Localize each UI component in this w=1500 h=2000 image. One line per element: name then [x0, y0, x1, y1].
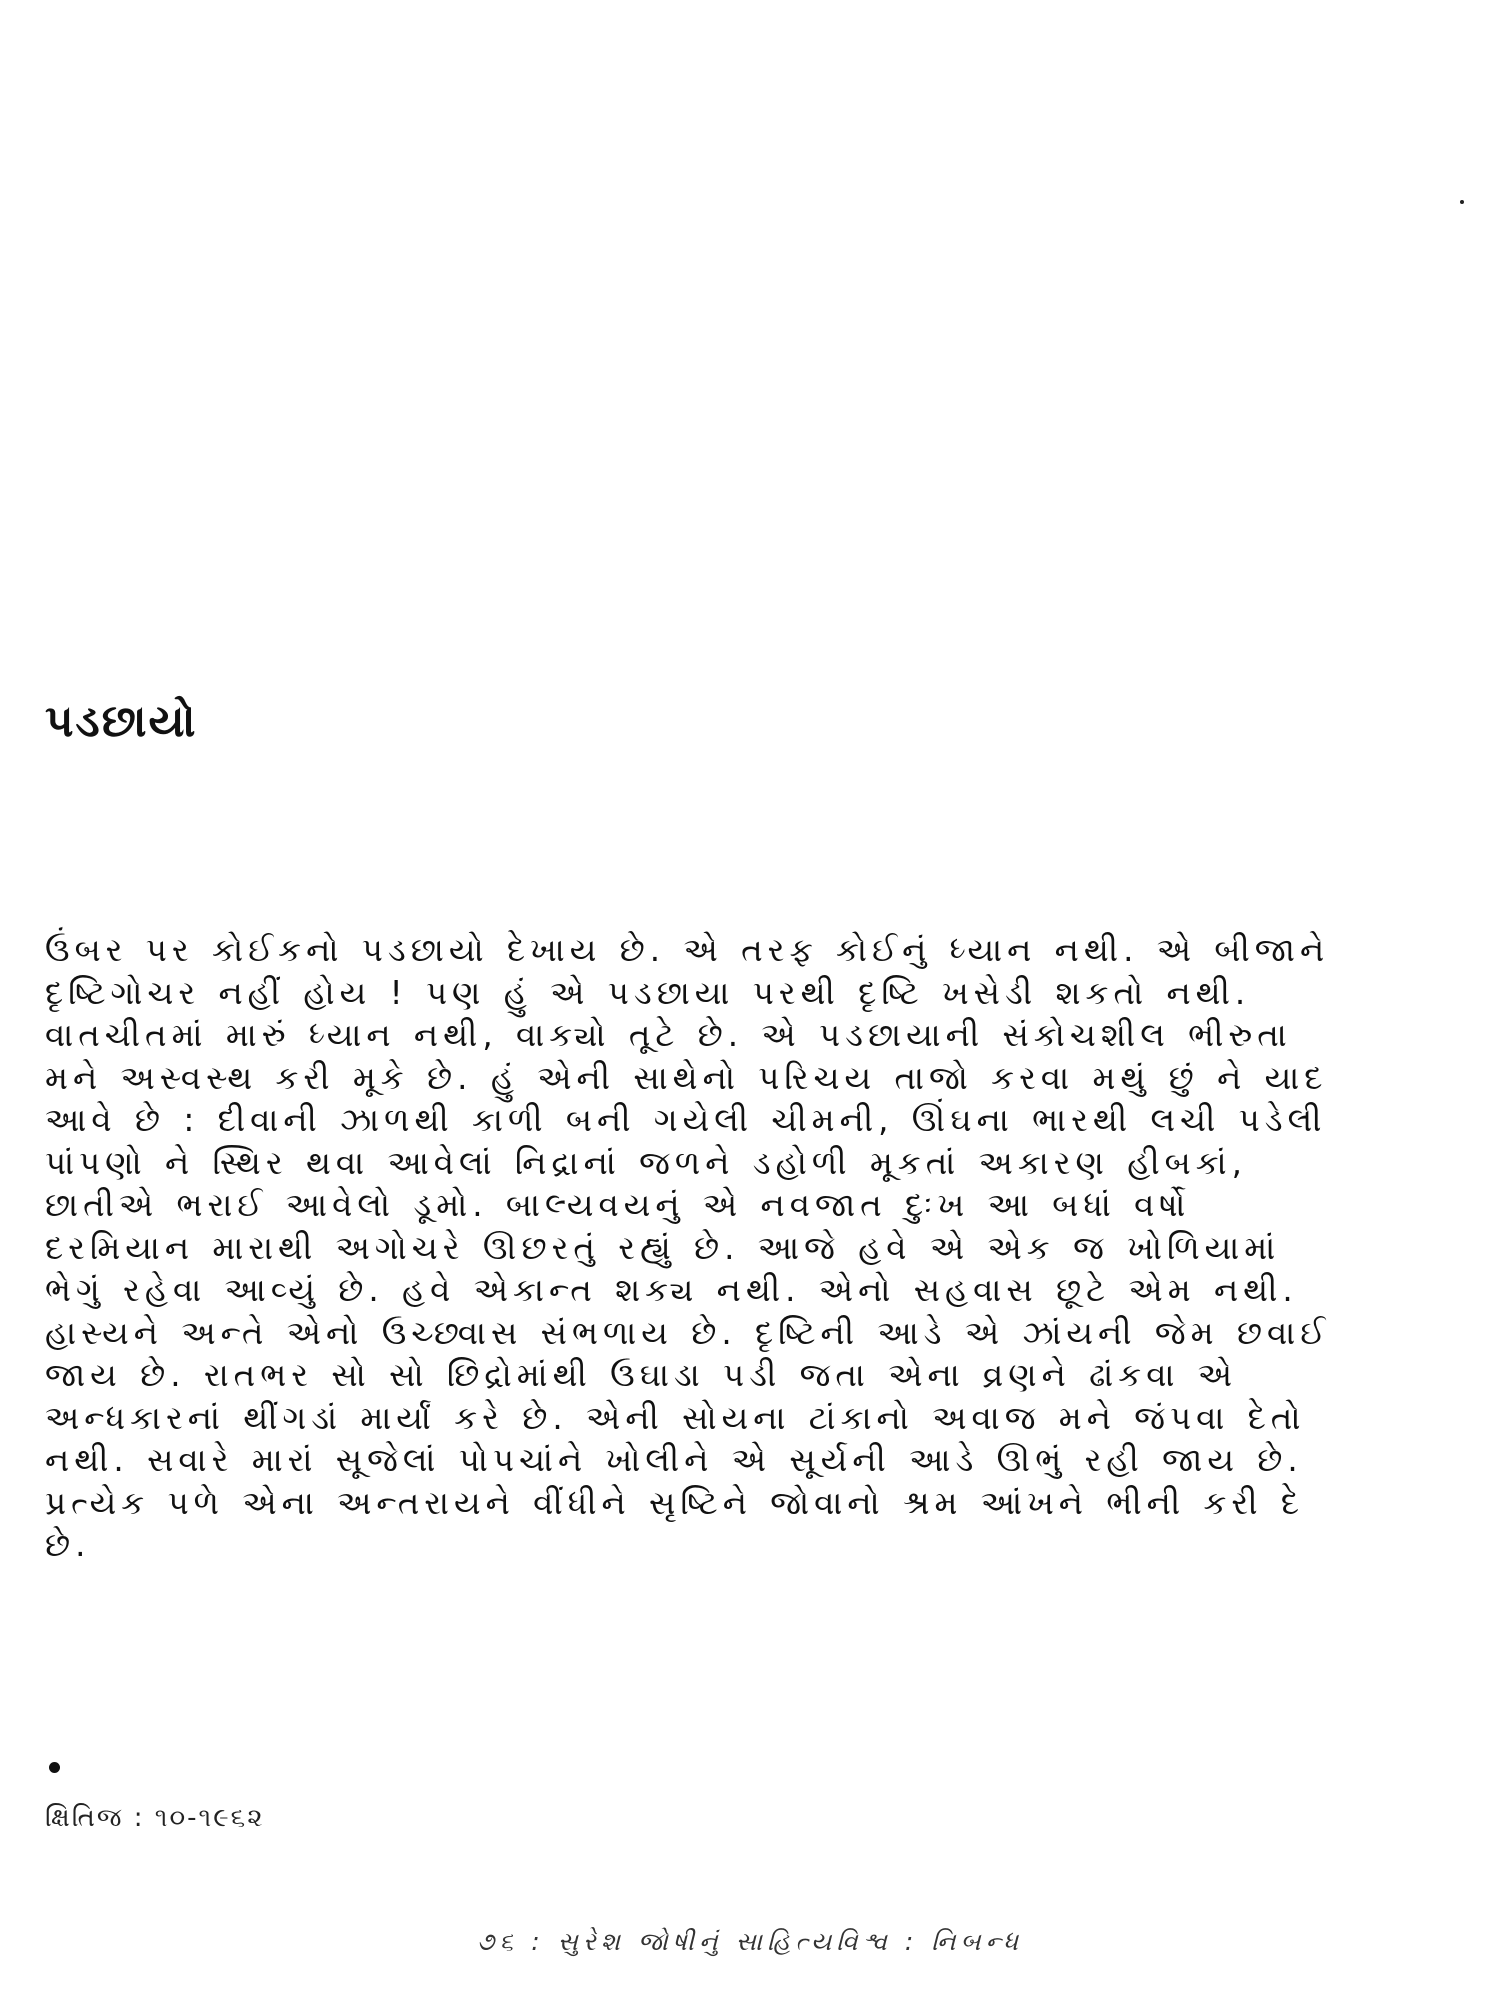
essay-title: પડછાયો — [45, 696, 198, 747]
body-line: ભેગું રહેવા આવ્યું છે. હવે એકાન્ત શક્ય નથી. એનો સહવાસ છૂટે એમ નથી. — [45, 1271, 1298, 1309]
body-line: વાતચીતમાં મારું ધ્યાન નથી, વાક્યો તૂટે છે. એ પડછાયાની સંકોચશીલ ભીરુતા — [45, 1016, 1292, 1054]
body-line: મને અસ્વસ્થ કરી મૂકે છે. હું એની સાથેનો પરિચય તાજો કરવા મથું છું ને યાદ — [45, 1058, 1328, 1097]
body-line: નથી. સવારે મારાં સૂજેલાં પોપચાંને ખોલીને એ સૂર્યની આડે ઊભું રહી જાય છે. — [45, 1441, 1303, 1479]
body-line: છાતીએ ભરાઈ આવેલો ડૂમો. બાલ્યવયનું એ નવજાત દુઃખ આ બધાં વર્ષો — [45, 1186, 1191, 1224]
body-line: પાંપણો ને સ્થિર થવા આવેલાં નિદ્રાનાં જળને ડહોળી મૂકતાં અકારણ હીબકાં, — [45, 1143, 1247, 1182]
page-corner-mark — [1460, 200, 1464, 204]
body-line: અન્ધકારનાં થીંગડાં માર્યાં કરે છે. એની સોયના ટાંકાનો અવાજ મને જંપવા દેતો — [45, 1398, 1306, 1437]
body-line: દૃષ્ટિગોચર નહીં હોય ! પણ હું એ પડછાયા પરથી દૃષ્ટિ ખસેડી શકતો નથી. — [45, 973, 1251, 1012]
body-line: છે. — [45, 1526, 91, 1564]
body-line: ઉંબર પર કોઈકનો પડછાયો દેખાય છે. એ તરફ કોઈનું ધ્યાન નથી. એ બીજાને — [45, 931, 1330, 969]
separator-bullet — [49, 1762, 60, 1773]
body-line: દરમિયાન મારાથી અગોચરે ઊછરતું રહ્યું છે. આજે હવે એ એક જ ખોળિયામાં — [45, 1228, 1281, 1267]
body-line: જાય છે. રાતભર સો સો છિદ્રોમાંથી ઉઘાડા પડી જતા એના વ્રણને ઢાંકવા એ — [45, 1356, 1238, 1394]
body-line: પ્રત્યેક પળે એના અન્તરાયને વીંધીને સૃષ્ટિને જોવાનો શ્રમ આંખને ભીની કરી દે — [45, 1483, 1305, 1522]
source-citation: ક્ષિતિજ : ૧૦-૧૯૬૨ — [45, 1803, 265, 1833]
body-line: આવે છે : દીવાની ઝાળથી કાળી બની ગયેલી ચીમની, ઊંઘના ભારથી લચી પડેલી — [45, 1101, 1327, 1139]
page-footer: ૭૬ : સુરેશ જોષીનું સાહિત્યવિશ્વ : નિબન્ધ — [476, 1927, 1024, 1956]
body-line: હાસ્યને અન્તે એનો ઉચ્છ્વાસ સંભળાય છે. દૃષ્ટિની આડે એ ઝાંયની જેમ છવાઈ — [45, 1313, 1331, 1352]
essay-body — [45, 929, 1465, 1567]
